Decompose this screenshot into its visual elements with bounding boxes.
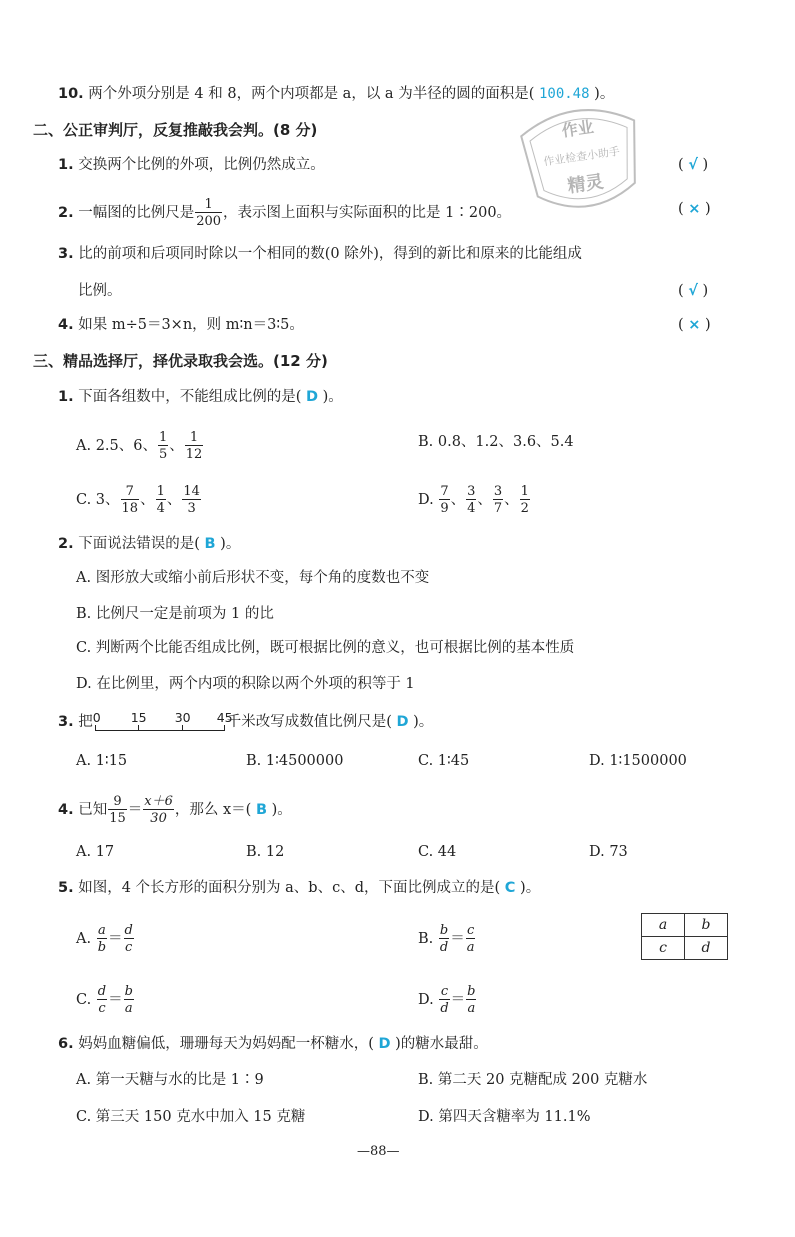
fraction: $\frac{a}{b}$ [97,923,107,955]
fraction: $\frac{d}{c}$ [97,984,107,1016]
question-text: 比的前项和后项同时除以一个相同的数(0 除外)，得到的新比和原来的比能组成 [78,246,582,262]
option-a: A. 图形放大或缩小前后形状不变，每个角的度数也不变 [76,570,430,586]
fraction: $\frac{b}{d}$ [439,923,449,955]
rectangle-grid [641,913,728,960]
ruler-label: 45 [216,710,233,725]
judge-item-1 [58,154,325,176]
choice-question-2 [58,533,240,555]
question-text: 如果 m÷5＝3×n，则 m∶n＝3∶5。 [78,317,304,333]
answer: 100.48 [538,86,590,102]
question-text: 两个外项分别是 4 和 8，两个内项都是 a，以 a 为半径的圆的面积是( [88,86,535,102]
fraction: $\frac{1}{4}$ [156,484,165,516]
question-close: )。 [271,802,292,818]
question-text: 交换两个比例的外项，比例仍然成立。 [78,157,325,173]
option-d: D. 第四天含糖率为 11.1% [418,1109,591,1125]
question-number: 1. [58,157,74,173]
option-c: C. 3、 $\frac{7}{18}$ 、 $\frac{1}{4}$ 、 $\frac{14}{3}$ [76,484,200,516]
answer: B [204,536,216,552]
grid-cell: a [642,914,685,937]
fraction: $\frac{1}{12}$ [185,430,203,462]
fraction: $\frac{9}{15}$ [109,794,126,826]
judge-mark-2: ( × ) [678,201,711,217]
judge-item-3 [58,243,582,265]
question-text: 改写成数值比例尺是( [255,714,392,730]
judge-mark-1: ( √ ) [678,157,709,173]
question-number: 1. [58,389,74,405]
option-b: B. 1∶4500000 [246,753,344,769]
question-text: 把 [78,714,93,730]
fraction: $\frac{7}{9}$ [440,484,449,516]
question-number: 3. [58,246,74,262]
option-d: D. $\frac{7}{9}$ 、 $\frac{3}{4}$ 、 $\frac{3}{7}$ 、 $\frac{1}{2}$ [418,484,529,516]
option-d: D. $\frac{c}{d}$ ＝ $\frac{b}{a}$ [418,984,476,1016]
ruler-label: 0 [92,710,101,725]
question-close: )。 [220,536,241,552]
question-number: 4. [58,317,74,333]
judge-mark-4: ( × ) [678,317,711,333]
judge-mark-3: ( √ ) [678,283,709,299]
choice-question-6 [58,1033,488,1055]
fraction: $\frac{1}{5}$ [158,430,168,462]
answer: B [255,802,267,818]
choice-question-4: 4. 已知 $\frac{9}{15}$ ＝ $\frac{x+6}{30}$ ，那么 x＝( B )。 [58,794,292,826]
question-close: )的糖水最甜。 [395,1036,488,1052]
answer: D [396,714,409,730]
judge-item-2 [58,198,511,228]
question-number: 10. [58,86,84,102]
question-text: ，那么 x＝( [174,802,252,818]
question-text: 如图，4 个长方形的面积分别为 a、b、c、d，下面比例成立的是( [78,880,501,896]
option-b: B. 第二天 20 克糖配成 200 克糖水 [418,1072,648,1088]
choice-question-1 [58,386,343,408]
option-d: D. 73 [589,844,628,860]
question-close: )。 [413,714,434,730]
section-3-title: 三、精品选择厅，择优录取我会选。(12 分) [33,352,328,370]
ruler-label: 15 [130,710,147,725]
grid-cell: d [685,937,728,960]
question-text: 已知 [78,802,108,818]
option-b: B. $\frac{b}{d}$ ＝ $\frac{c}{a}$ [418,923,475,955]
stamp-top-text: 作业 [560,117,595,141]
option-b: B. 比例尺一定是前项为 1 的比 [76,606,274,622]
watermark-stamp-icon [513,98,651,220]
question-close: )。 [594,86,615,102]
page-number: —88— [357,1144,400,1159]
option-d: D. 在比例里，两个内项的积除以两个外项的积等于 1 [76,676,415,692]
ruler-unit: 千米 [226,714,256,730]
fraction: $\frac{1}{2}$ [520,484,529,516]
option-a: A. $\frac{a}{b}$ ＝ $\frac{d}{c}$ [76,923,133,955]
fraction: $\frac{14}{3}$ [183,484,200,516]
question-number: 2. [58,205,74,221]
fraction: $\frac{3}{4}$ [467,484,476,516]
option-b: B. 0.8、1.2、3.6、5.4 [418,434,574,450]
question-number: 4. [58,802,74,818]
question-close: )。 [520,880,541,896]
check-mark-icon: √ [688,157,698,173]
question-text: ，表示图上面积与实际面积的比是 1∶200。 [223,205,512,221]
fraction: $\frac{7}{18}$ [121,484,139,516]
fraction: $\frac{b}{a}$ [124,984,133,1016]
fraction: $\frac{d}{c}$ [124,923,133,955]
fraction: $\frac{1}{200}$ [196,197,222,229]
grid-cell: c [642,937,685,960]
question-number: 5. [58,880,74,896]
stamp-bottom-text: 精灵 [566,171,605,198]
fraction: $\frac{x+6}{30}$ [144,794,173,826]
question-text: 妈妈血糖偏低，珊珊每天为妈妈配一杯糖水，( [78,1036,374,1052]
scale-ruler [93,711,233,733]
option-c: C. 第三天 150 克水中加入 15 克糖 [76,1109,306,1125]
option-b: B. 12 [246,844,285,860]
fraction: $\frac{c}{a}$ [466,923,475,955]
option-d: D. 1∶1500000 [589,753,687,769]
answer: D [378,1036,391,1052]
option-a: A. 1∶15 [76,753,128,769]
question-number: 2. [58,536,74,552]
cross-mark-icon: × [688,317,701,333]
choice-question-3 [58,711,433,733]
question-text: 下面说法错误的是( [78,536,200,552]
judge-item-3-cont: 比例。 [78,283,122,299]
option-c: C. 1∶45 [418,753,470,769]
option-c: C. $\frac{d}{c}$ ＝ $\frac{b}{a}$ [76,984,133,1016]
stamp-mid-text: 作业检查小助手 [542,144,621,169]
question-text: 一幅图的比例尺是 [78,205,195,221]
check-mark-icon: √ [688,283,698,299]
fraction: $\frac{3}{7}$ [493,484,503,516]
question-text: 下面各组数中，不能组成比例的是( [78,389,302,405]
option-a: A. 第一天糖与水的比是 1∶9 [76,1072,264,1088]
question-close: )。 [322,389,343,405]
fraction: $\frac{b}{a}$ [467,984,476,1016]
grid-cell: b [685,914,728,937]
option-a: A. 17 [76,844,115,860]
choice-question-5 [58,877,540,899]
answer: C [504,880,516,896]
answer: D [305,389,319,405]
option-c: C. 44 [418,844,457,860]
question-number: 6. [58,1036,74,1052]
section-2-title: 二、公正审判厅，反复推敲我会判。(8 分) [33,121,318,139]
option-c: C. 判断两个比能否组成比例，既可根据比例的意义，也可根据比例的基本性质 [76,640,575,656]
question-number: 3. [58,714,74,730]
fraction: $\frac{c}{d}$ [440,984,449,1016]
cross-mark-icon: × [688,201,701,217]
option-a: A. 2.5、6、 $\frac{1}{5}$ 、 $\frac{1}{12}$ [76,430,203,462]
judge-item-4 [58,314,304,336]
ruler-label: 30 [174,710,191,725]
